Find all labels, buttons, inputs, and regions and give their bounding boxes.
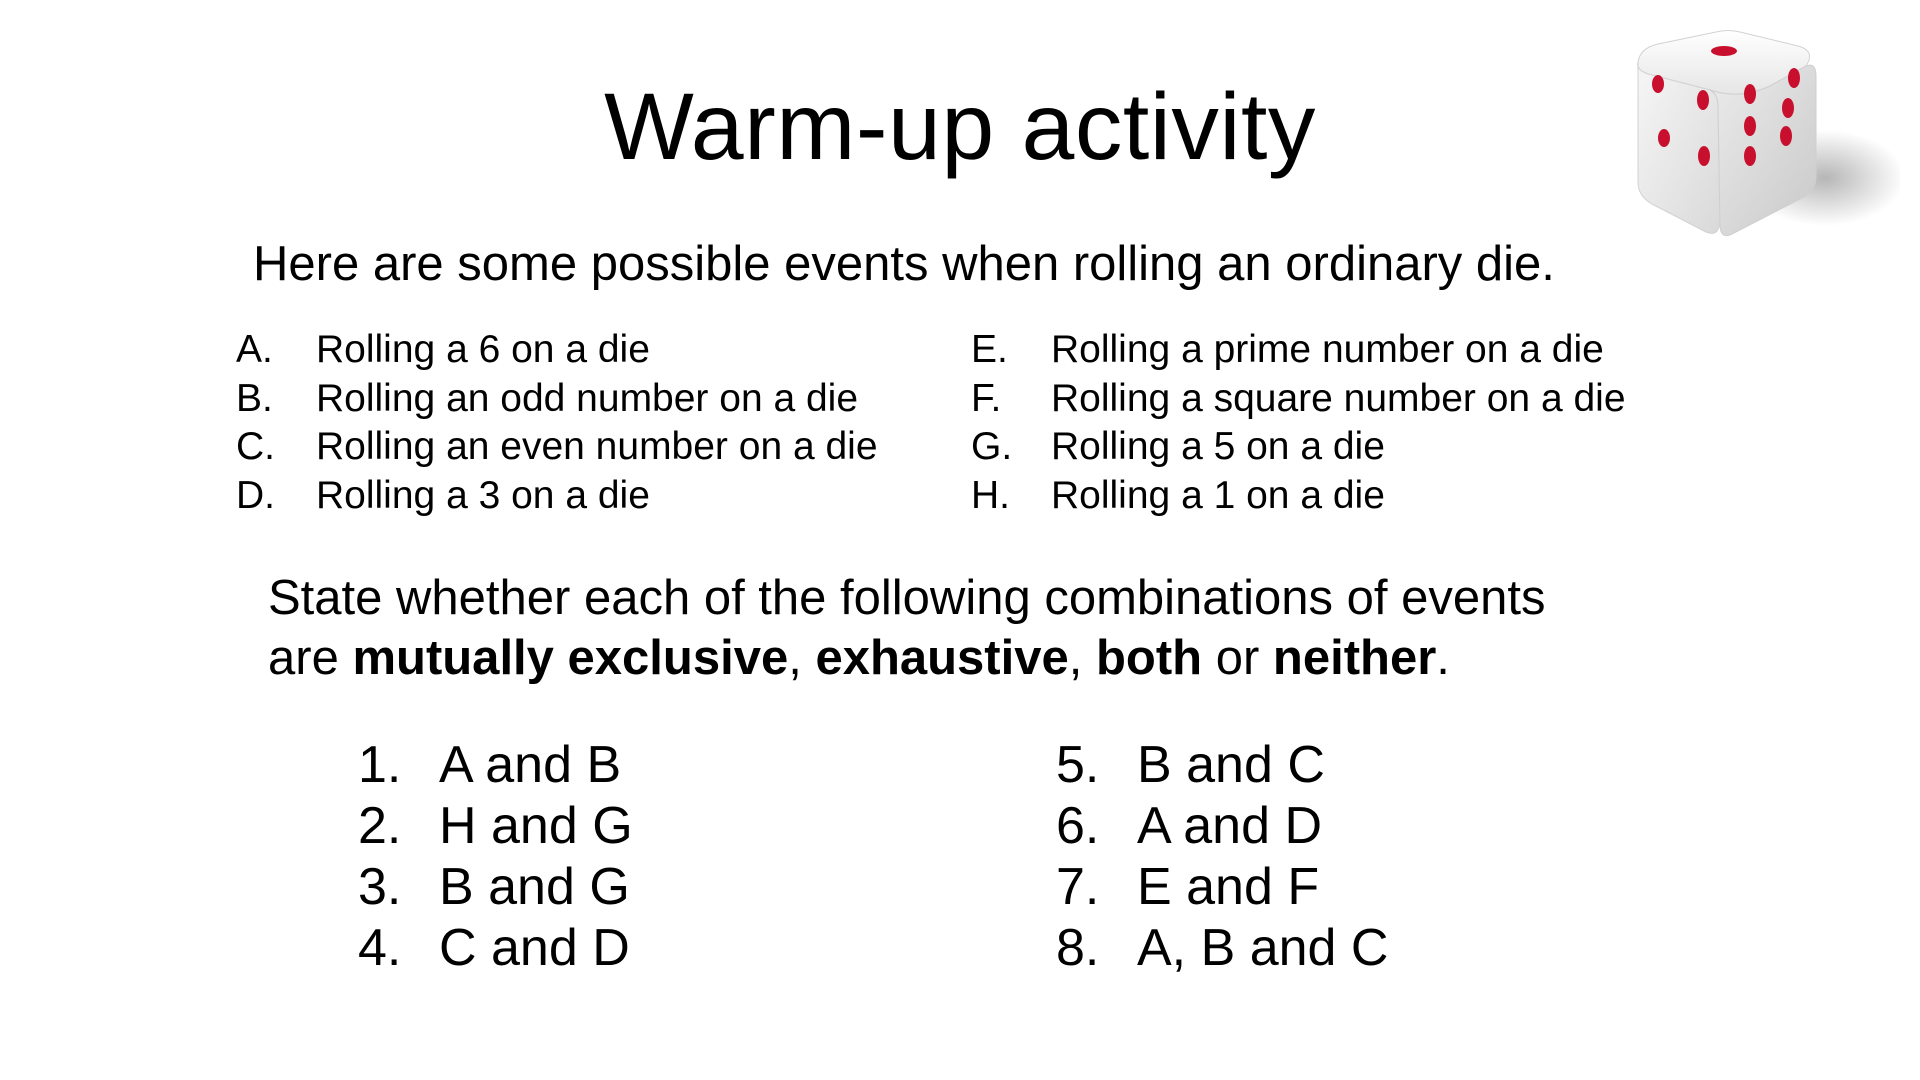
item-text: E and F	[1137, 858, 1320, 916]
list-item	[1056, 918, 1388, 979]
instruction-text	[268, 568, 1546, 688]
item-text: Rolling a 1 on a die	[1051, 473, 1385, 517]
item-number: 6.	[1056, 797, 1100, 855]
list-item	[358, 735, 633, 796]
item-text: C and D	[439, 919, 630, 977]
item-text: Rolling an even number on a die	[316, 425, 878, 468]
list-item	[1056, 857, 1388, 918]
item-text: Rolling a prime number on a die	[1051, 328, 1604, 371]
list-item	[236, 375, 878, 424]
questions-list-left	[358, 735, 633, 979]
item-letter: E.	[971, 328, 1008, 371]
item-letter: G.	[971, 425, 1013, 468]
list-item	[1056, 735, 1388, 796]
list-item	[1056, 796, 1388, 857]
item-number: 3.	[358, 858, 402, 916]
list-item	[358, 796, 633, 857]
list-item	[971, 472, 1626, 521]
list-item	[236, 472, 878, 521]
list-item	[971, 423, 1626, 472]
instruction-text-part: are	[268, 631, 353, 685]
pip	[1652, 75, 1664, 93]
item-number: 1.	[358, 736, 402, 794]
pip	[1782, 98, 1794, 118]
item-letter: C.	[236, 425, 275, 468]
item-letter: D.	[236, 473, 275, 517]
item-text: B and C	[1137, 736, 1325, 794]
item-letter: H.	[971, 473, 1010, 517]
term-mutually-exclusive: mutually exclusive	[352, 631, 789, 685]
item-text: H and G	[439, 797, 633, 855]
item-text: Rolling a 6 on a die	[316, 328, 650, 371]
instruction-text-part: .	[1436, 631, 1450, 685]
pip	[1711, 46, 1737, 56]
instruction-text-part: ,	[1068, 631, 1096, 685]
item-number: 7.	[1056, 858, 1100, 916]
term-both: both	[1095, 631, 1203, 685]
item-text: Rolling an odd number on a die	[316, 376, 859, 420]
list-item	[971, 375, 1626, 424]
die-icon	[1620, 28, 1900, 252]
events-list-right	[971, 326, 1626, 520]
item-text: Rolling a 3 on a die	[316, 473, 650, 517]
pip	[1780, 126, 1792, 146]
pip	[1698, 146, 1710, 166]
item-text: Rolling a 5 on a die	[1051, 425, 1385, 468]
pip	[1697, 90, 1709, 110]
list-item	[236, 326, 878, 375]
term-exhaustive: exhaustive	[815, 631, 1069, 685]
questions-list-right	[1056, 735, 1388, 979]
events-list-left	[236, 326, 878, 520]
list-item	[358, 918, 633, 979]
pip	[1744, 146, 1756, 166]
item-text: B and G	[439, 858, 630, 916]
item-text: A, B and C	[1137, 919, 1389, 977]
item-number: 4.	[358, 919, 402, 977]
item-letter: B.	[236, 376, 273, 420]
item-number: 8.	[1056, 919, 1100, 977]
instruction-text-part: or	[1202, 631, 1273, 685]
slide-title: Warm-up activity	[604, 74, 1316, 180]
item-letter: F.	[971, 376, 1002, 420]
instruction-line-1: State whether each of the following combinations of events	[268, 571, 1546, 625]
item-text: A and B	[439, 736, 622, 794]
pip	[1744, 84, 1756, 104]
item-number: 2.	[358, 797, 402, 855]
list-item	[971, 326, 1626, 375]
item-letter: A.	[236, 328, 273, 371]
pip	[1788, 68, 1800, 88]
list-item	[358, 857, 633, 918]
pip	[1658, 129, 1670, 147]
item-text: A and D	[1137, 797, 1323, 855]
item-text: Rolling a square number on a die	[1051, 376, 1626, 420]
pip	[1744, 116, 1756, 136]
instruction-line-2	[268, 628, 1546, 688]
list-item	[236, 423, 878, 472]
item-number: 5.	[1056, 736, 1100, 794]
term-neither: neither	[1272, 631, 1437, 685]
subtitle: Here are some possible events when rolling an ordinary die.	[253, 237, 1555, 291]
instruction-text-part: ,	[788, 631, 816, 685]
